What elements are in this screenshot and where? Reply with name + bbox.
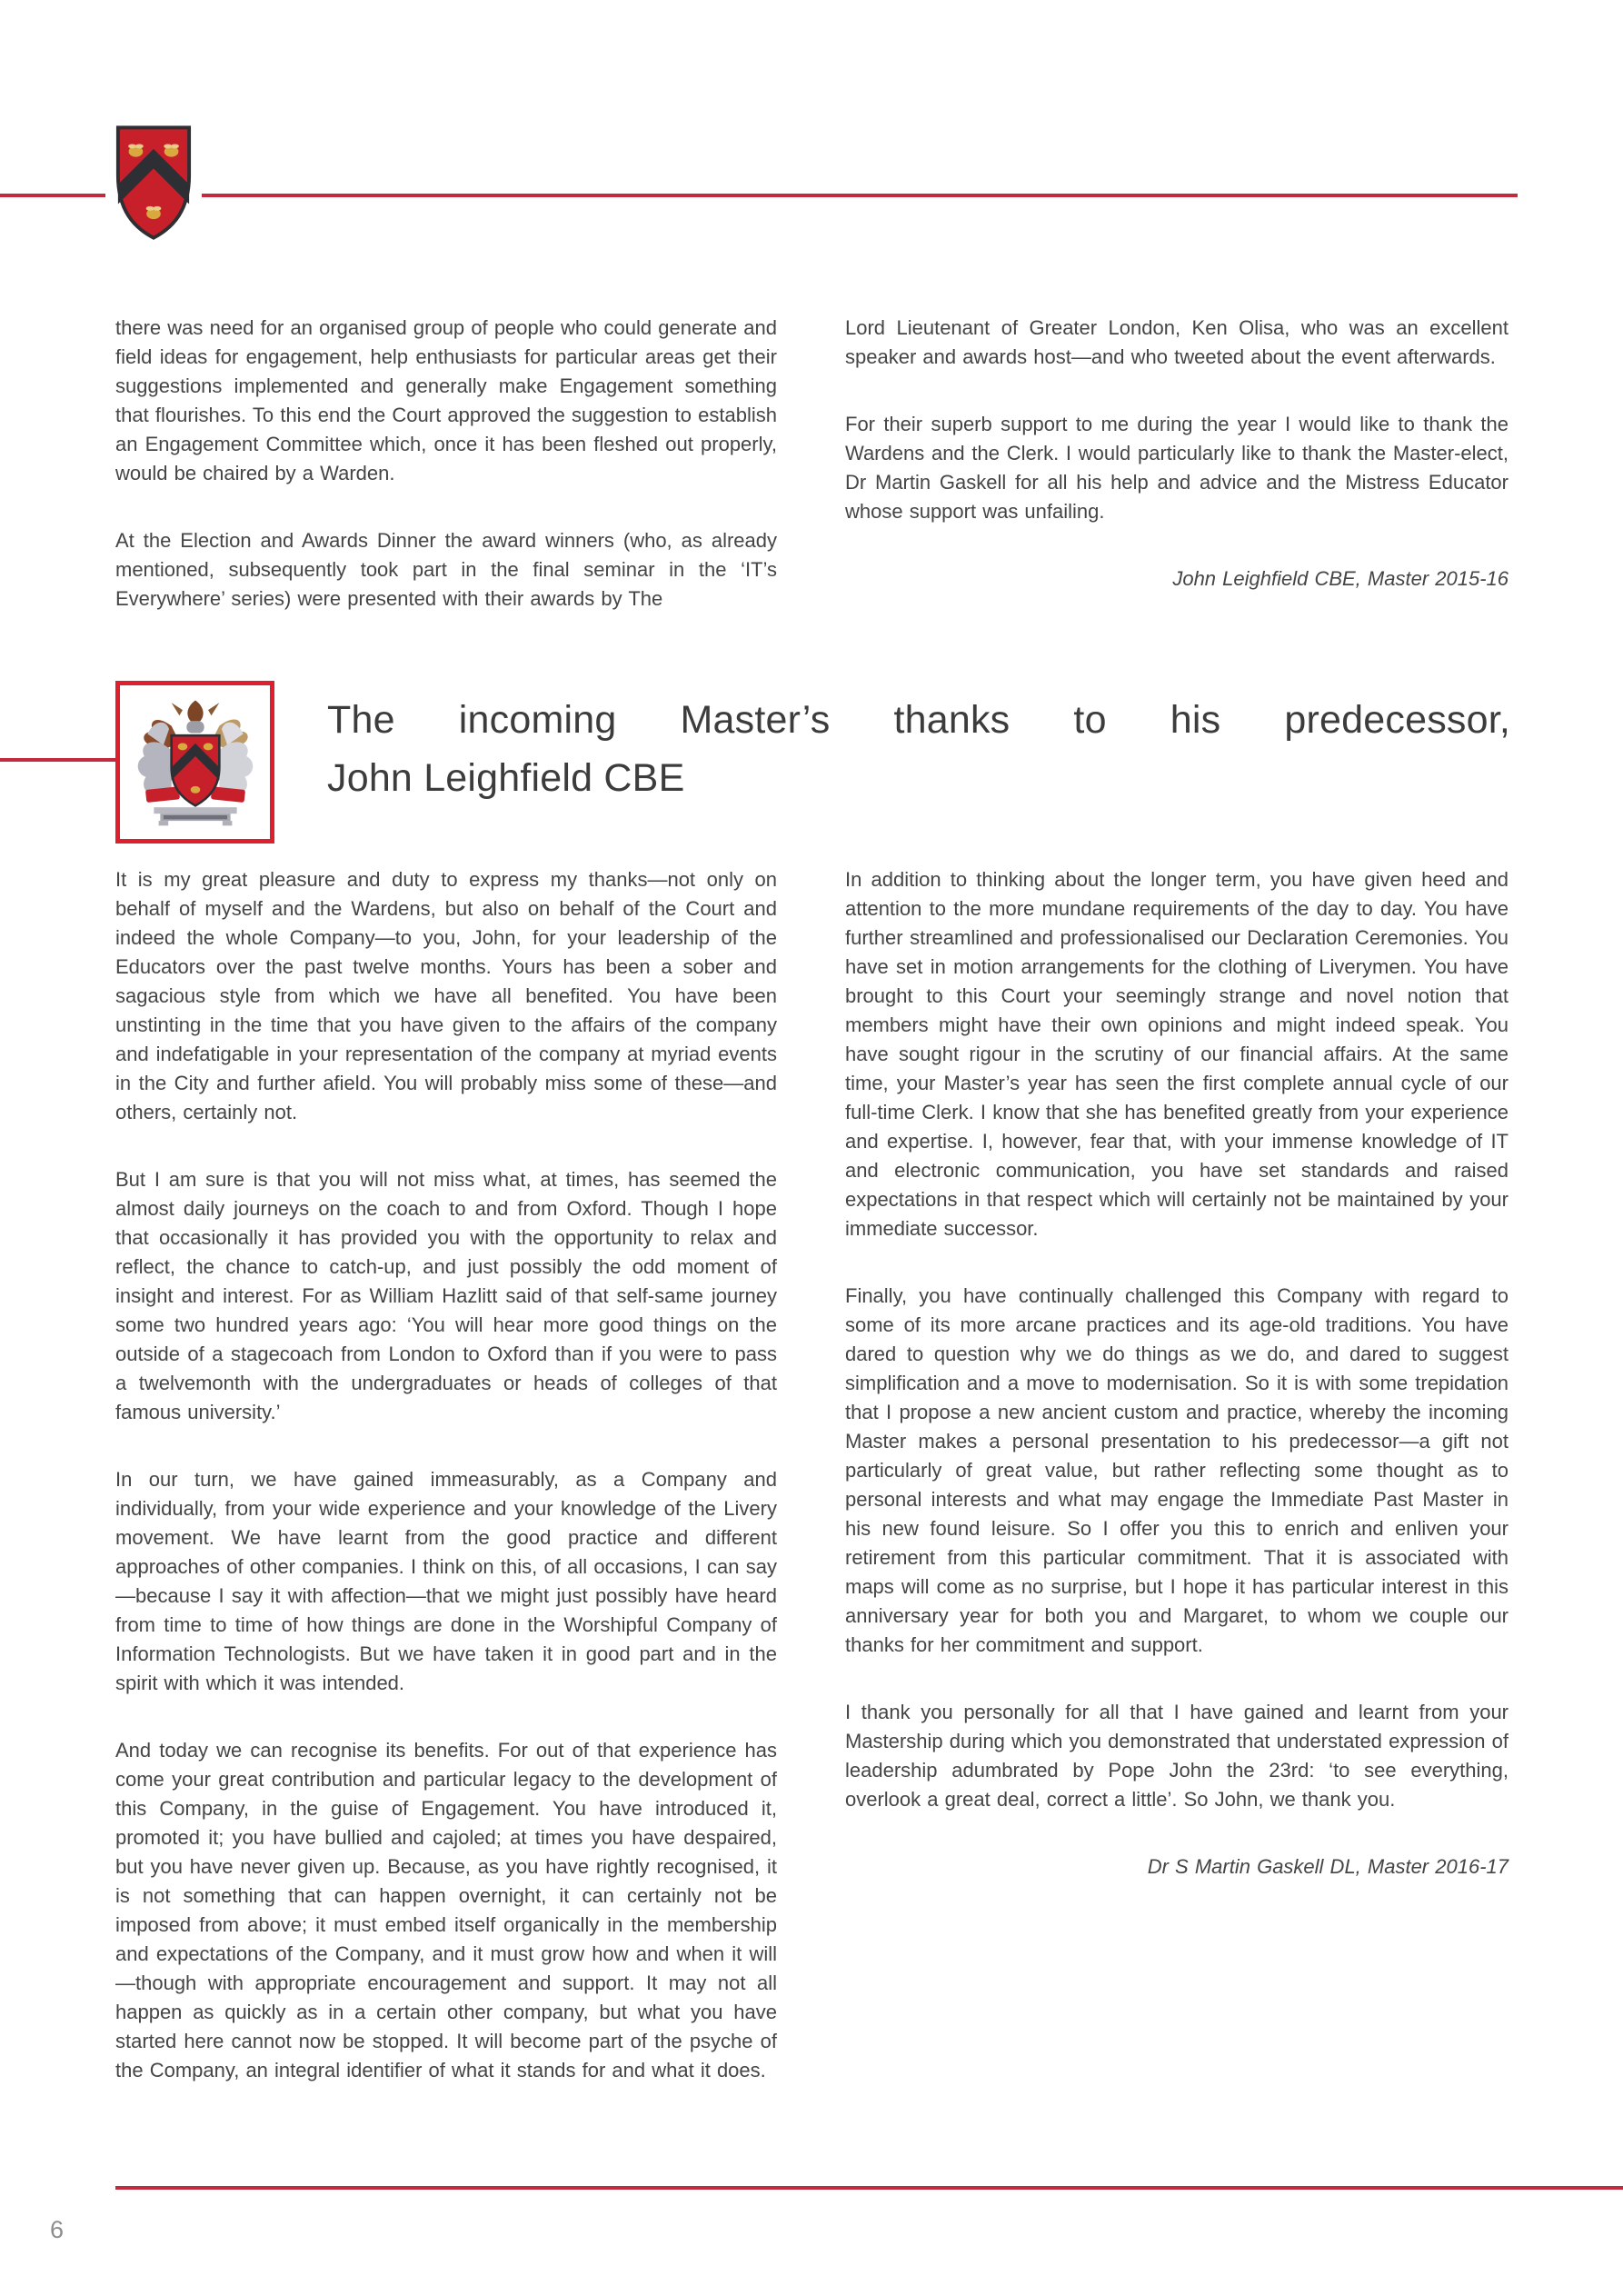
paragraph: there was need for an organised group of people who could generate and field ideas for engagement, help enthusiasts for particular areas get their suggestions implemented and generally make Engagement something that flourishes. To this end the Court approved the suggestion to establish an Engagement Committee which, once it has been fleshed out properly, would be chaired by a Warden.	[115, 316, 777, 484]
wcit-shield-plate	[105, 124, 202, 278]
paragraph: For their superb support to me during the year I would like to thank the Wardens and the Clerk. I would particularly like to thank the Master-elect, Dr Martin Gaskell for all his help and advice and the Mistress Educator whose support was unfailing.	[845, 413, 1508, 523]
continuation-left-column	[115, 314, 777, 652]
master-signature-2015-16: John Leighfield CBE, Master 2015-16	[1172, 567, 1508, 590]
section-heading-line1: The incoming Master’s thanks to his predecessor,	[327, 698, 1510, 742]
article-right-column	[845, 865, 1508, 1920]
section-heading-line2: John Leighfield CBE	[327, 756, 685, 800]
top-red-rule	[0, 194, 1518, 197]
wcit-coat-of-arms-icon	[124, 693, 267, 833]
paragraph: At the Election and Awards Dinner the award winners (who, as already mentioned, subsequently took part in the final seminar in the ‘IT’s Everywhere’ series) were presented with their awards by The	[115, 529, 777, 610]
page-number: 6	[50, 2216, 65, 2243]
paragraph: Lord Lieutenant of Greater London, Ken Olisa, who was an excellent speaker and awards host—and who tweeted about the event afterwards.	[845, 316, 1508, 368]
wcit-crest-box	[115, 681, 274, 844]
paragraph: It is my great pleasure and duty to express my thanks—not only on behalf of myself and the Wardens, but also on behalf of the Court and indeed the whole Company—to you, John, for your leadership of the Educators over the past twelve months. Yours has been a sober and sagacious style from which we have all benefited. You have been unstinting in the time that you have given to the affairs of the company and indefatigable in your representation of the company at myriad events in the City and further afield. You will probably miss some of these—and others, certainly not.	[115, 868, 777, 1123]
paragraph: In addition to thinking about the longer term, you have given heed and attention to the more mundane requirements of the day to day. You have further streamlined and professionalised our Declaration Ceremonies. You have set in motion arrangements for the clothing of Liverymen. You have brought to this Court your seemingly strange and novel notion that members might have their own opinions and might indeed speak. You have sought rigour in the scrutiny of our financial affairs. At the same time, your Master’s year has seen the first complete annual cycle of our full-time Clerk. I know that she has benefited greatly from your experience and expertise. I, however, fear that, with your immense knowledge of IT and electronic communication, you have set standards and raised expectations in that respect which will certainly not be maintained by your immediate successor.	[845, 868, 1508, 1240]
paragraph: And today we can recognise its benefits. For out of that experience has come your great contribution and particular legacy to the development of this Company, in the guise of Engagement. You have introduced it, promoted it; you have bullied and cajoled; at times you have despaired, but you have never given up. Because, as you have rightly recognised, it is not something that can happen overnight, it can certainly not be imposed from above; it must embed itself organically in the membership and expectations of the Company, and it must grow how and when it will—though with appropriate encouragement and support. It may not all happen as quickly as in a certain other company, but what you have started here cannot now be stopped. It will become part of the psyche of the Company, an integral identifier of what it stands for and what it does.	[115, 1739, 777, 2081]
paragraph: I thank you personally for all that I have gained and learnt from your Mastership during which you demonstrated that understated expression of leadership adumbrated by Pope John the 23rd: ‘to see everything, overlook a great deal, correct a little’. So John, we thank you.	[845, 1701, 1508, 1811]
paragraph: But I am sure is that you will not miss what, at times, has seemed the almost daily journeys on the coach to and from Oxford. Though I hope that occasionally it has provided you with the opportunity to relax and reflect, the chance to catch-up, and just possibly the odd moment of insight and interest. For as William Hazlitt said of that self-same journey some two hundred years ago: ‘You will hear more good things on the outside of a stagecoach from London to Oxford than if you were to pass a twelvemonth with the undergraduates or heads of colleges of that famous university.’	[115, 1168, 777, 1423]
paragraph: In our turn, we have gained immeasurably, as a Company and individually, from your wide experience and your knowledge of the Livery movement. We have learnt from the good practice and different approaches of other companies. I think on this, of all occasions, I can say—because I say it with affection—that we might just possibly have heard from time to time of how things are done in the Worshipful Company of Information Technologists. But we have taken it in good part and in the spirit with which it was intended.	[115, 1468, 777, 1694]
paragraph: Finally, you have continually challenged this Company with regard to some of its more arcane practices and its age-old traditions. You have dared to question why we do things as we do, and dared to suggest simplification and a move to modernisation. So it is with some trepidation that I propose a new ancient custom and practice, whereby the incoming Master makes a personal presentation to his predecessor—a gift not particularly of great value, but rather reflecting some thought as to personal interests and what may engage the Immediate Past Master in his new found leisure. So I offer you this to enrich and enliven your retirement from this particular commitment. That it is associated with maps will come as no surprise, but I hope it has particular interest in this anniversary year for both you and Margaret, to whom we couple our thanks for her commitment and support.	[845, 1284, 1508, 1656]
heading-red-rule	[0, 758, 117, 762]
wcit-shield-icon	[114, 124, 194, 242]
continuation-right-column	[845, 314, 1508, 632]
bottom-red-rule	[115, 2186, 1623, 2190]
article-left-column	[115, 865, 777, 2123]
master-signature-2016-17: Dr S Martin Gaskell DL, Master 2016-17	[1147, 1855, 1508, 1878]
section-heading	[327, 691, 1510, 807]
